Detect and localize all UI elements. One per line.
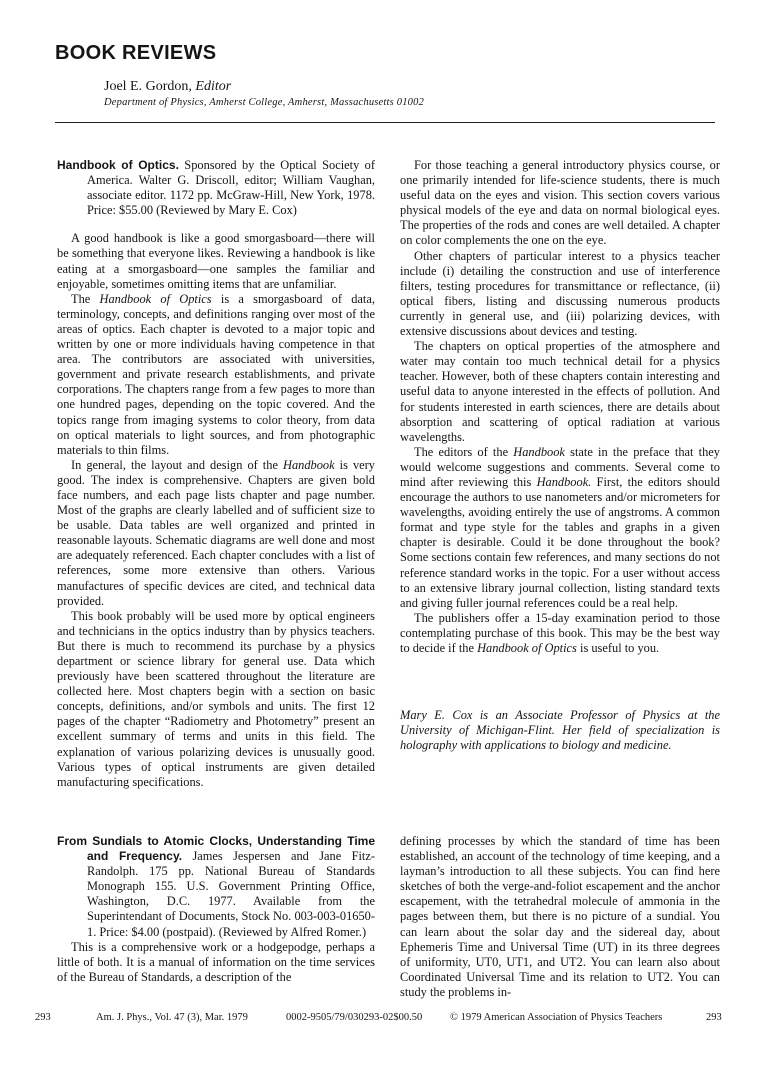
editor-department: Department of Physics, Amherst College, Amherst, Massachusetts 01002 bbox=[104, 97, 425, 108]
text-run: In general, the layout and design of the bbox=[71, 457, 278, 472]
text-run: is very good. The index is comprehensive. Chapters are given bold face numbers, and each page lists chapter and page number. Most of the graphs are clearly labelled and of sufficient size to be usable. Data tables are well organized and printed in reasonable layouts. Schematic diagrams are well done and most are adequately referenced. Each chapter concludes with a list of references, some more extensive than others. Various manufactures of specific devices are cited, and technical data provided. bbox=[57, 457, 375, 608]
editor-line bbox=[104, 79, 231, 95]
reviewer-bio: Mary E. Cox is an Associate Professor of Physics at the University of Michigan-Flint. Her field of specialization is holography with applications to biology and medicine. bbox=[400, 708, 720, 753]
review-optics-citation: Sponsored by the Optical Society of America. Walter G. Driscoll, editor; William Vaughan, associate editor. 1172 pp. McGraw-Hill, New York, 1978. Price: $55.00 (Reviewed by Mary E. Cox) bbox=[87, 158, 375, 218]
review-paragraph bbox=[400, 445, 720, 611]
review-optics-header bbox=[57, 158, 375, 218]
book-title-italic: Handbook. bbox=[536, 474, 592, 489]
review-sundials-column-left bbox=[57, 834, 375, 985]
text-run: is a smorgasboard of data, terminology, concepts, and definitions ranging over most of the areas of optics. Each chapter is devoted to a major topic and written by one or more individuals having competence in that area. The contributors are associated with universities, government and private research establishments, and private corporations. The chapters range from a few pages to more than one hundred pages, depending on the topic covered. And the topics range from imaging systems to color theory, from data on optical materials to light sources, and from photographic materials to thin films. bbox=[57, 291, 375, 457]
text-run: is useful to you. bbox=[580, 641, 660, 655]
book-title-italic: Handbook of Optics bbox=[99, 291, 212, 306]
review-paragraph: For those teaching a general introductory physics course, or one primarily intended for life-science students, there is much useful data on the eyes and vision. This section covers various physical models of the eye and data on normal biological eyes. The properties of the rods and cones are well detailed. A chapter on color complements the one on the eye. bbox=[400, 158, 720, 248]
review-paragraph: This is a comprehensive work or a hodgepodge, perhaps a little of both. It is a manual of information on the time services of the Bureau of Standards, a description of the bbox=[57, 939, 375, 984]
text-run: state in the preface that they would welcome suggestions and comments. Several come to mind after reviewing this bbox=[400, 444, 720, 489]
review-paragraph-continued: defining processes by which the standard of time has been established, an account of the technology of time keeping, and a layman’s introduction to all these subjects. You can find here sketches of both the verge-and-foliot escapement and the anchor escapement, with the tetrahedral molecule of ammonia in the pages between them, but there is no picture of a sundial. You can learn about the solar day and the sidereal day, about Ephemeris Time and Universal Time (UT) in its three degrees of uniformity, UT0, UT1, and UT2. You can learn also about Coordinated Universal Time and its relation to UT2. You can study the problems in- bbox=[400, 834, 720, 999]
review-optics-title: Handbook of Optics. bbox=[57, 158, 179, 172]
page-number-right: 293 bbox=[706, 1012, 722, 1023]
section-title: BOOK REVIEWS bbox=[55, 42, 217, 64]
text-run: The publishers offer a 15-day examination period to those contemplating purchase of this book. This may be the best way to decide if the bbox=[400, 610, 720, 655]
review-paragraph: This book probably will be used more by optical engineers and technicians in the optics industry than by physics teachers. But there is much to recommend its purchase by a physics department or science library for general use. Data which previously have been scattered throughout the literature are collected here. Most chapters begin with a section on basic concepts, definitions, and/or symbols and units. The first 12 pages of the chapter “Radiometry and Photometry” present an excellent summary of terms and units in this field. The explanation of various polarizing devices is unusually good. Various types of optical instruments are given detailed manufacturing specifications. bbox=[57, 608, 375, 789]
book-title-italic: Handbook bbox=[283, 457, 335, 472]
article-code: 0002-9505/79/030293-02$00.50 bbox=[286, 1012, 423, 1023]
review-optics-column-right bbox=[400, 158, 720, 753]
copyright-notice: © 1979 American Association of Physics Teachers bbox=[450, 1012, 663, 1023]
review-paragraph bbox=[57, 292, 375, 458]
review-sundials-title: From Sundials to Atomic Clocks, Understanding Time and Frequency. bbox=[57, 834, 375, 864]
review-paragraph: Other chapters of particular interest to a physics teacher include (i) detailing the construction and use of interference filters, testing procedures for transmittance or reflectance, (ii) optical fibers, listing and discussing numerous products currently in general use, and (iii) polarizing devices, with extensive discussions about devices and testing. bbox=[400, 248, 720, 339]
editor-name: Joel E. Gordon, bbox=[104, 79, 192, 94]
page-footer bbox=[0, 1012, 775, 1030]
page-number-left: 293 bbox=[35, 1012, 51, 1023]
review-paragraph bbox=[57, 458, 375, 609]
header-rule bbox=[55, 122, 715, 123]
review-sundials-header bbox=[57, 834, 375, 940]
book-title-italic: Handbook bbox=[513, 444, 565, 459]
journal-citation: Am. J. Phys., Vol. 47 (3), Mar. 1979 bbox=[96, 1012, 248, 1023]
review-paragraph: A good handbook is like a good smorgasboard—there will be something that everyone likes. Reviewing a handbook is like eating at a smorgasboard—one samples the familiar and enjoyable, sometimes omitting items that are unfamiliar. bbox=[57, 231, 375, 291]
text-run: The editors of the bbox=[414, 444, 509, 459]
editor-role: Editor bbox=[195, 79, 232, 94]
review-optics-column-left bbox=[57, 158, 375, 790]
review-paragraph: The chapters on optical properties of the atmosphere and water may contain too much technical detail for a physics teacher. However, both of these chapters contain interesting and useful data to anyone interested in the effects of pollution. And for students interested in earth sciences, there are details about absorption and scattering of optical radiation at various wavelengths. bbox=[400, 339, 720, 444]
book-title-italic: Handbook of Optics bbox=[477, 641, 577, 655]
review-sundials-column-right bbox=[400, 834, 720, 1000]
review-paragraph bbox=[400, 611, 720, 656]
text-run: The bbox=[71, 291, 91, 306]
text-run: First, the editors should encourage the authors to use nanometers and/or micrometers for wavelengths, avoiding entirely the use of angstroms. A common format and type style for the tables and graphs in a given chapter is desirable. Could it be done throughout the book? Some sections contain few references, and many sections do not reference standard works in the topic. For a user without access to an extensive library journal collection, listing standard texts and giving fuller journal references could be a real help. bbox=[400, 474, 720, 610]
review-sundials-citation: James Jespersen and Jane Fitz-Randolph. 175 pp. National Bureau of Standards Monograph 155. U.S. Government Printing Office, Washington, D.C. 1977. Available from the Superintendant of Documents, Stock No. 003-003-01650-1. Price: $4.00 (postpaid). (Reviewed by Alfred Romer.) bbox=[87, 849, 375, 939]
